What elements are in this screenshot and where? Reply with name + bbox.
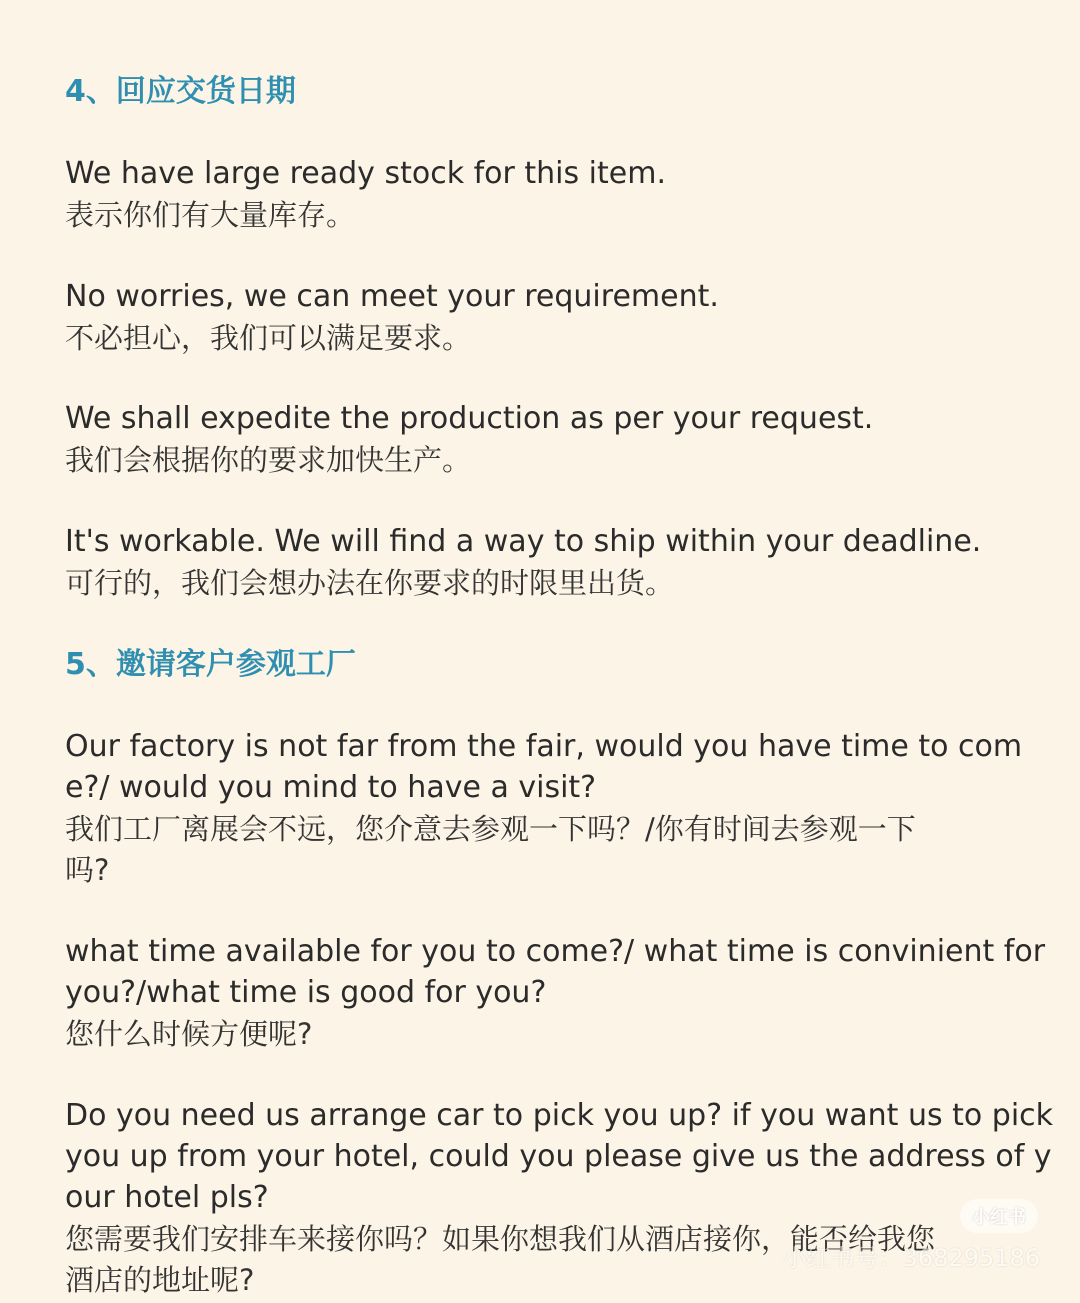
- watermark: [783, 1238, 1040, 1273]
- chinese-line: 可行的，我们会想办法在你要求的时限里出货。: [65, 566, 675, 600]
- english-line: We have large ready stock for this item.: [65, 156, 666, 191]
- english-line: you up from your hotel, could you please give us the address of y: [65, 1139, 1052, 1174]
- watermark-id-text: 小红书号：368295186: [782, 1244, 1040, 1272]
- english-line: Do you need us arrange car to pick you up? if you want us to pick: [65, 1098, 1054, 1133]
- english-line: you?/what time is good for you?: [65, 975, 547, 1010]
- english-line: No worries, we can meet your requirement.: [65, 279, 719, 314]
- chinese-line: 您需要我们安排车来接你吗？如果你想我们从酒店接你，能否给我您: [65, 1222, 936, 1256]
- english-line: Our factory is not far from the fair, would you have time to com: [65, 729, 1023, 764]
- english-line: what time available for you to come?/ what time is convinient for: [65, 934, 1046, 969]
- english-line: We shall expedite the production as per your request.: [65, 401, 874, 436]
- english-line: It's workable. We will find a way to ship within your deadline.: [65, 524, 982, 559]
- section-heading-delivery: 4、回应交货日期: [65, 74, 296, 109]
- chinese-line: 吗?: [65, 853, 110, 887]
- chinese-line: 不必担心，我们可以满足要求。: [65, 321, 472, 355]
- english-line: our hotel pls?: [65, 1180, 269, 1215]
- chinese-line: 酒店的地址呢?: [65, 1263, 255, 1297]
- english-line: e?/ would you mind to have a visit?: [65, 770, 597, 805]
- chinese-line: 您什么时候方便呢?: [65, 1017, 313, 1051]
- chinese-line: 我们会根据你的要求加快生产。: [65, 443, 472, 477]
- section-heading-factory-visit: 5、邀请客户参观工厂: [65, 647, 356, 682]
- chinese-line: 我们工厂离展会不远，您介意去参观一下吗？/你有时间去参观一下: [65, 812, 916, 846]
- chinese-line: 表示你们有大量库存。: [65, 198, 356, 232]
- watermark-logo: 小红书: [960, 1199, 1038, 1233]
